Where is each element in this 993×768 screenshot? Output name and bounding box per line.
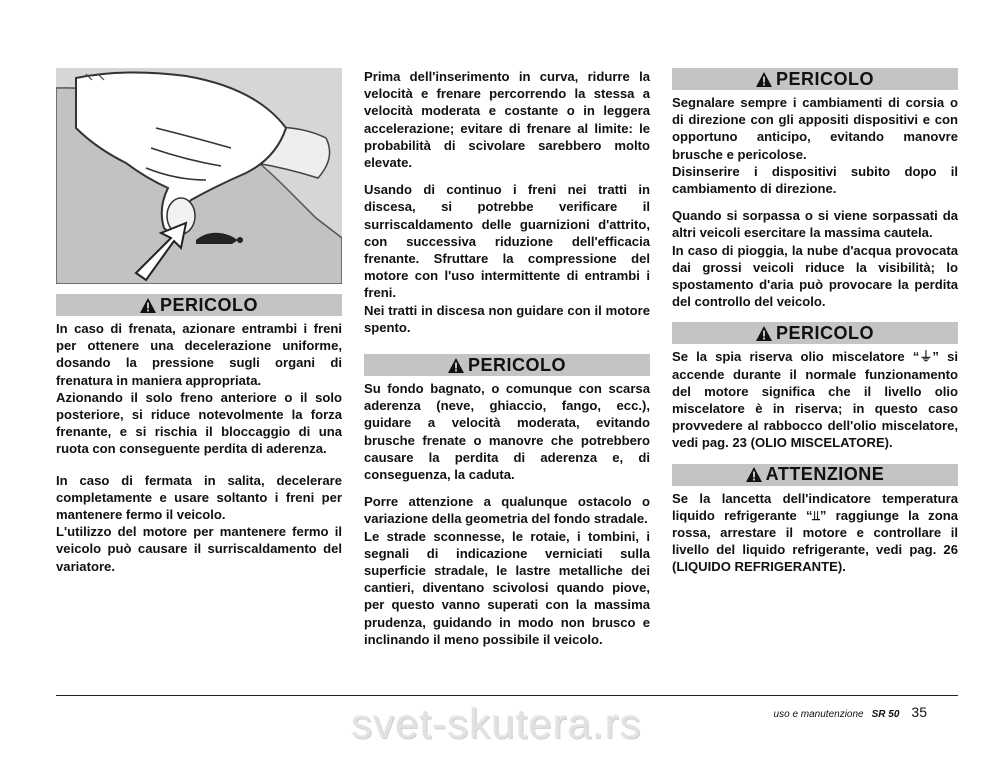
attention-banner xyxy=(672,464,958,486)
paragraph: Su fondo bagnato, o comunque con scarsa aderenza (neve, ghiaccio, fango, ecc.), guidare a velocità moderata, evitando brusche frenate o manovre che potrebbero causare la perdita di aderenza e, di conseguenza, la caduta. xyxy=(364,381,650,483)
paragraph: Se la lancetta dell'indicatore temperatura liquido refrigerante “⫫” raggiunge la zona rossa, arrestare il motore e controllare il livello del liquido refrigerante, vedi pag. 26 (LIQUIDO REFRIGERANTE). xyxy=(672,490,958,575)
banner-label: PERICOLO xyxy=(775,68,874,89)
paragraph: Quando si sorpassa o si viene sorpassati da altri veicoli esercitare la massima cautela. xyxy=(672,208,958,241)
paragraph: L'utilizzo del motore per mantenere fermo il veicolo può causare il surriscaldamento del variatore. xyxy=(56,524,342,574)
footer-title: uso e manutenzione xyxy=(773,709,864,720)
footer-rule xyxy=(56,695,958,696)
warning-triangle-icon xyxy=(746,467,762,482)
warning-triangle-icon xyxy=(448,358,464,373)
column-middle xyxy=(364,68,650,654)
paragraph: Prima dell'inserimento in curva, ridurre la velocità e frenare percorrendo la stessa a velocità moderata e costante o in leggera accelerazione; evitare di frenare al limite: le probabilità di scivolare sarebbero molto elevate. xyxy=(364,69,650,171)
paragraph: Se la spia riserva olio miscelatore “⏚” si accende durante il normale funzionamento del motore significa che il livello olio miscelatore è in riserva; in questo caso provvedere al rabbocco dell'olio miscelatore, vedi pag. 23 (OLIO MISCELATORE). xyxy=(672,349,958,451)
paragraph: Nei tratti in discesa non guidare con il motore spento. xyxy=(364,302,650,335)
paragraph: In caso di fermata in salita, decelerare completamente e usare soltanto i freni per mantenere fermo il veicolo. xyxy=(56,472,342,523)
paragraph: Azionando il solo freno anteriore o il solo posteriore, si riduce notevolmente la forza frenante, e si rischia il bloccaggio di una ruota con conseguente perdita di aderenza. xyxy=(56,389,342,457)
banner-label: PERICOLO xyxy=(467,354,566,375)
danger-banner xyxy=(672,322,958,344)
hand-brake-lever-icon xyxy=(56,68,342,284)
page-number: 35 xyxy=(911,704,927,720)
paragraph: Segnalare sempre i cambiamenti di corsia o di direzione con gli appositi dispositivi e con opportuno anticipo, evitando manovre brusche e pericolose. xyxy=(672,95,958,162)
danger-banner xyxy=(364,354,650,376)
warning-triangle-icon xyxy=(756,72,772,87)
paragraph: Usando di continuo i freni nei tratti in discesa, si potrebbe verificare il surriscaldamento delle guarnizioni d'attrito, con successiva riduzione dell'efficacia frenante. Sfruttare la compressione del motore con l'uso intermittente di entrambi i freni. xyxy=(364,182,650,301)
banner-label: ATTENZIONE xyxy=(765,464,885,485)
paragraph: Porre attenzione a qualunque ostacolo o variazione della geometria del fondo stradale. xyxy=(364,494,650,527)
paragraph: In caso di frenata, azionare entrambi i freni per ottenere una decelerazione uniforme, dosando la pressione sugli organi di frenatura in maniera appropriata. xyxy=(56,321,342,388)
warning-triangle-icon xyxy=(140,298,156,313)
column-right xyxy=(672,68,958,582)
banner-label: PERICOLO xyxy=(159,294,258,315)
paragraph: In caso di pioggia, la nube d'acqua provocata dai grossi veicoli riduce la visibilità; lo spostamento d'aria può provocare la perdita del controllo del veicolo. xyxy=(672,242,958,310)
danger-banner xyxy=(672,68,958,90)
paragraph: Disinserire i dispositivi subito dopo il cambiamento di direzione. xyxy=(672,163,958,197)
warning-triangle-icon xyxy=(756,326,772,341)
danger-banner xyxy=(56,294,342,316)
column-left xyxy=(56,68,342,581)
watermark: svet-skutera.rs xyxy=(351,700,642,747)
footer-model: SR 50 xyxy=(871,709,900,720)
paragraph: Le strade sconnesse, le rotaie, i tombini, i segnali di indicazione verniciati sulla superficie stradale, le lastre metalliche dei cantieri, diventano scivolosi quando piove, per questo vanno superati con la massima prudenza, guidando in modo non brusco e inclinando il meno possibile il veicolo. xyxy=(364,528,650,647)
brake-lever-illustration xyxy=(56,68,342,284)
banner-label: PERICOLO xyxy=(775,322,874,343)
